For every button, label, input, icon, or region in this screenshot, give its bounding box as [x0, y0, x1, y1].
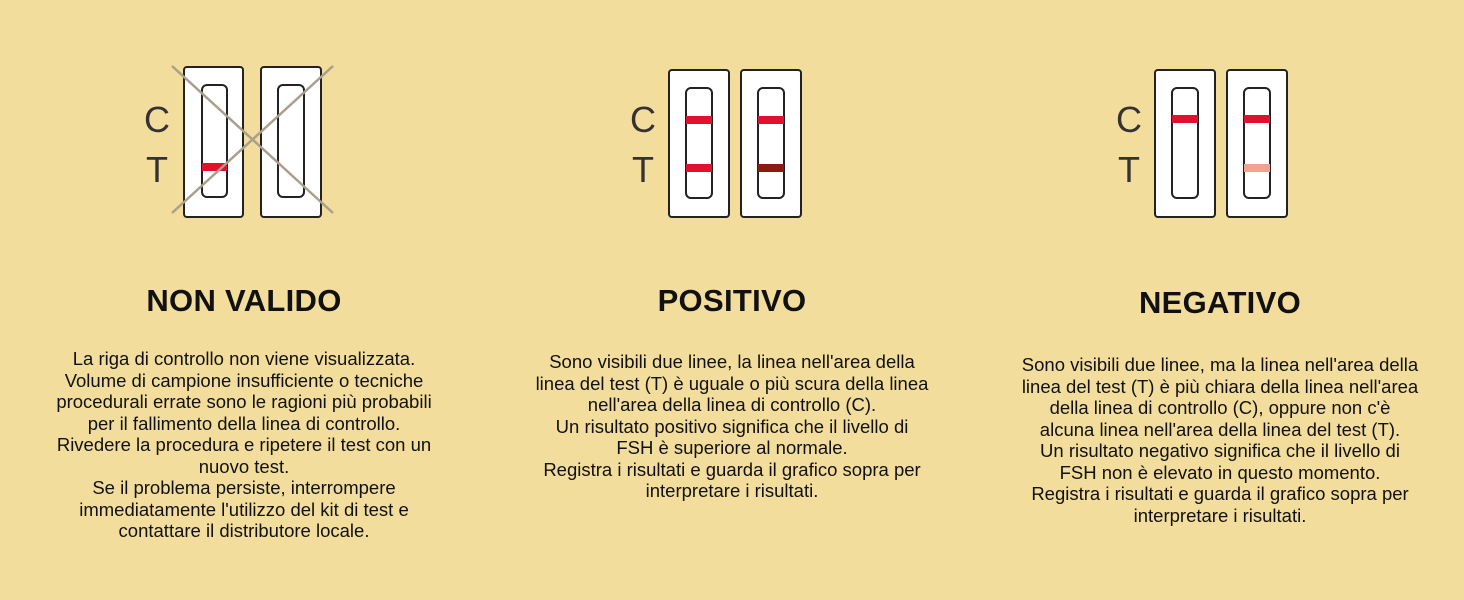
panel-positive: [488, 0, 976, 600]
control-label: C: [144, 99, 170, 140]
negative-title: NEGATIVO: [1138, 285, 1301, 320]
test-label: T: [1118, 149, 1140, 190]
invalid-test-strips-illustration: [140, 60, 340, 225]
control-label: C: [1116, 99, 1142, 140]
test-strip-2: [741, 70, 801, 217]
test-strip-1: [1155, 70, 1215, 217]
test-line: [686, 164, 712, 172]
control-line: [1244, 115, 1270, 123]
test-line-dark: [758, 164, 784, 172]
test-label: T: [146, 149, 168, 190]
panel-invalid: [0, 0, 488, 600]
control-label: C: [630, 99, 656, 140]
negative-test-strips-illustration: [1114, 60, 1314, 225]
test-label: T: [632, 149, 654, 190]
test-strip-1: [669, 70, 729, 217]
control-line: [758, 116, 784, 124]
positive-test-strips-illustration: [628, 60, 828, 225]
positive-title: POSITIVO: [657, 283, 807, 318]
test-line-faint: [1244, 164, 1270, 172]
control-line: [1172, 115, 1198, 123]
invalid-description: La riga di controllo non viene visualizzata. Volume di campione insufficiente o tecniche procedurali errate sono le ragioni più probabili per il fallimento della linea di controllo. Rivedere la procedura e ripetere il test con un nuovo test. Se il problema persiste, interrompere immediatamente l'utilizzo del kit di test e contattare il distributore locale.: [56, 348, 432, 541]
negative-description: Sono visibili due linee, ma la linea nell'area della linea del test (T) è più chiara della linea nell'area della linea di controllo (C), oppure non c'è alcuna linea nell'area della linea del test (T). Un risultato negativo significa che il livello di FSH non è elevato in questo momento. Registra i risultati e guarda il grafico sopra per interpretare i risultati.: [1021, 354, 1419, 526]
control-line: [686, 116, 712, 124]
invalid-title: NON VALIDO: [146, 283, 342, 318]
positive-description: Sono visibili due linee, la linea nell'area della linea del test (T) è uguale o più scura della linea nell'area della linea di controllo (C). Un risultato positivo significa che il livello di FSH è superiore al normale. Registra i risultati e guarda il grafico sopra per interpretare i risultati.: [535, 351, 929, 501]
test-strip-2: [1227, 70, 1287, 217]
panel-negative: [976, 0, 1464, 600]
